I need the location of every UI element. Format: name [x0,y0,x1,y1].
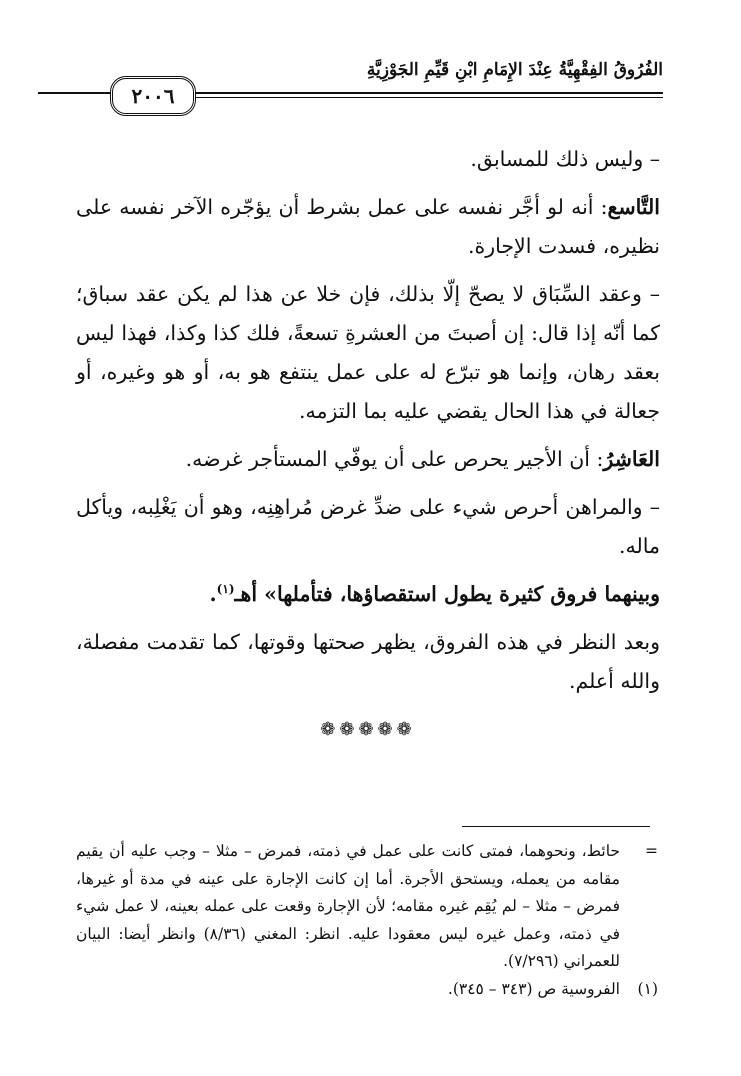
paragraph-6 [76,575,660,614]
footnote-continued [76,838,658,976]
body-text [76,140,660,749]
footnote-1-text: الفروسية ص (٣٤٣ – ٣٤٥). [447,979,620,998]
footnotes [76,838,658,1003]
point-label-tenth: العَاشِرُ [603,447,660,471]
paragraph-7: وبعد النظر في هذه الفروق، يظهر صحتها وقوتها، كما تقدمت مفصلة، والله أعلم. [76,630,660,693]
header-rule-thin [190,97,663,98]
point-label-ninth: التَّاسع [607,195,660,219]
footnote-continued-text: حائط، ونحوهما، فمتى كانت على عمل في ذمته، فمرض – مثلا – وجب عليه أن يقيم مقامه من يعمله، ويستحق الأجرة. أما إن كانت الإجارة على عينه في مدة أو غيرها، فمرض – مثلا – لم يُقِم غيره مقامه؛ لأن الإجارة وقعت على عمله بعينه، لا عمل شيء في ذمته، وعمل غيره ليس معقودا عليه. انظر: المغني (٨/٣٦) وانظر أيضا: البيان للعمراني (٧/٢٩٦). [76,842,620,970]
ornament-divider: ❁❁❁❁❁ [320,719,416,740]
page-header [38,60,663,118]
header-rule-left [38,92,110,94]
footnote-continued-mark: = [645,842,658,860]
paragraph-2 [76,188,660,266]
paragraph-5: – والمراهن أحرص شيء على ضدِّ غرض مُراهِنِه، وهو أن يَغْلِبه، ويأكل ماله. [76,495,660,558]
header-rule [190,92,663,94]
paragraph-2-text: : أنه لو أجَّر نفسه على عمل بشرط أن يؤجّره الآخر نفسه على نظيره، فسدت الإجارة. [76,195,660,258]
running-title: الفُرُوقُ الفِقْهِيَّةُ عِنْدَ الإِمَامِ ابْنِ قَيِّمِ الجَوْزِيَّةِ [366,60,663,80]
paragraph-3: – وعقد السِّبَاق لا يصحّ إلّا بذلك، فإن خلا عن هذا لم يكن عقد سباق؛ كما أنّه إذا قال: إن أصبتَ من العشرةِ تسعةً، فلك كذا وكذا، فهذا ليس بعقد رهان، وإنما هو تبرّع له على عمل ينتفع هو به، أو هو وغيره، أو جعالة في هذا الحال يقضي عليه بما التزمه. [76,282,660,423]
paragraph-4-text: : أن الأجير يحرص على أن يوفّي المستأجر غرضه. [185,447,604,471]
footnote-1-mark: (١) [637,979,658,998]
footnote-separator [462,826,650,827]
paragraph-6-end: . [209,582,217,606]
page-number: ٢٠٠٦ [110,76,196,116]
paragraph-4 [76,440,660,479]
footnote-1 [76,976,658,1004]
paragraph-1: – وليس ذلك للمسابق. [470,147,660,171]
footnote-ref-1: (١) [216,582,235,597]
paragraph-6-text: وبينهما فروق كثيرة يطول استقصاؤها، فتأملها» أهـ [234,582,660,606]
